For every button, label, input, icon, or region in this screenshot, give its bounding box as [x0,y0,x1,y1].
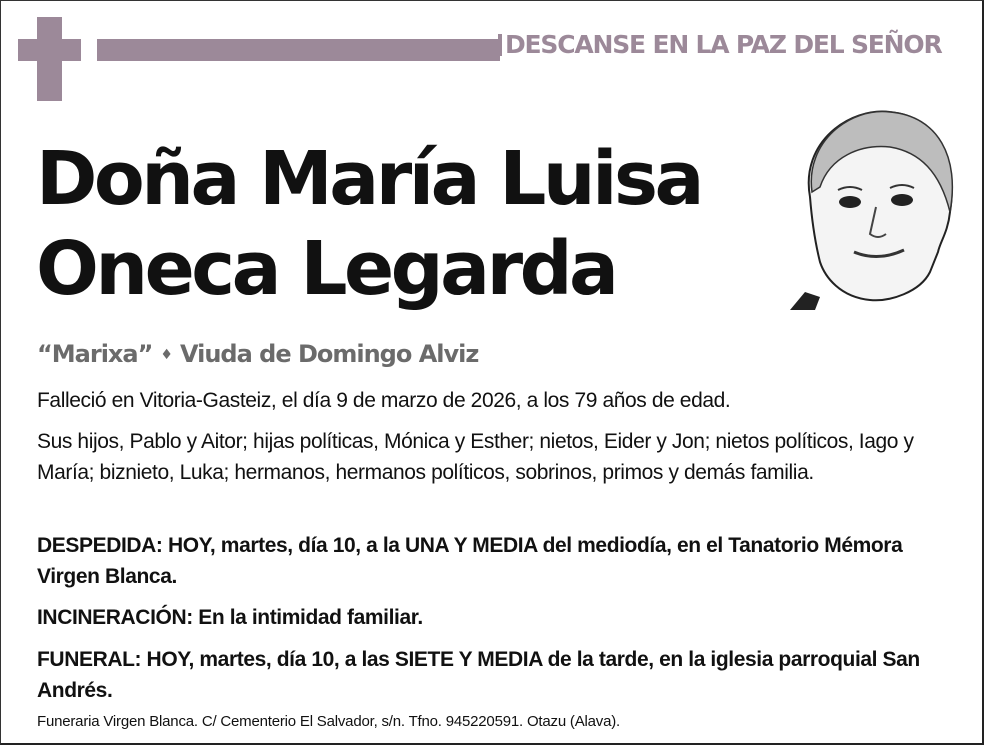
family-list: Sus hijos, Pablo y Aitor; hijas políticas, Mónica y Esther; nietos, Eider y Jon; nietos políticos, Iago y María; biznieto, Luka; hermanos, hermanos políticos, sobrinos, primos y demás familia. [37,430,914,484]
deceased-name-line1: Doña María Luisa [36,136,701,222]
deceased-name-line2: Oneca Legarda [36,226,616,312]
header-tagline [498,30,942,59]
death-notice: Falleció en Vitoria-Gasteiz, el día 9 de marzo de 2026, a los 79 años de edad. [37,389,731,412]
funeral-home-footer: Funeraria Virgen Blanca. C/ Cementerio El Salvador, s/n. Tfno. 945220591. Otazu (Alava). [37,713,621,730]
diamond-separator-icon: ♦ [160,347,172,363]
cross-icon-arm [18,39,81,61]
portrait-photo [790,102,962,310]
tagline-text: DESCANSE EN LA PAZ DEL SEÑOR [505,30,942,59]
farewell-info: DESPEDIDA: HOY, martes, día 10, a la UNA Y MEDIA del mediodía, en el Tanatorio Mémora Virgen Blanca. [37,534,903,588]
cremation-info: INCINERACIÓN: En la intimidad familiar. [37,606,423,629]
widow-of: Viuda de Domingo Alviz [179,340,479,368]
header-band [97,39,500,61]
funeral-info: FUNERAL: HOY, martes, día 10, a las SIETE Y MEDIA de la tarde, en la iglesia parroquial San Andrés. [37,648,920,702]
subtitle [37,340,478,368]
nickname: “Marixa” [37,340,153,368]
tagline-bar [498,34,502,56]
